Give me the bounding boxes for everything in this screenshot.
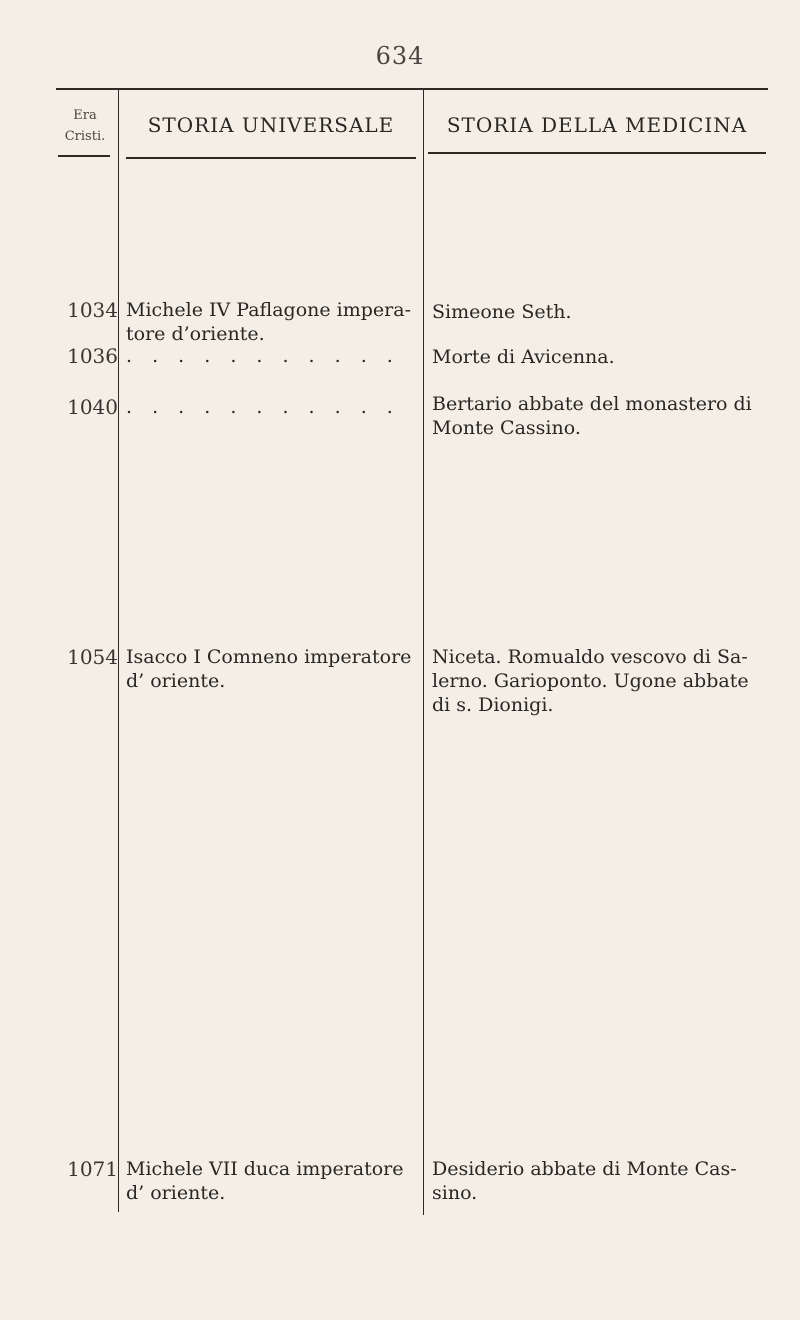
medicine-entry: Desiderio abbate di Monte Cas-sino. [432,1158,737,1204]
universal-entry: Isacco I Comneno imperatore d’ oriente. [126,646,412,692]
medicine-entry: Morte di Avicenna. [432,346,615,368]
column-divider-left [118,90,119,1212]
year-label: 1036 [67,344,118,368]
universal-entry-dots: . . . . . . . . . . . [126,396,400,418]
universal-entry: Michele VII duca imperatore d’ oriente. [126,1158,404,1204]
medicine-entry: Simeone Seth. [432,301,572,323]
top-rule [56,88,768,90]
medicine-entry: Niceta. Romualdo vescovo di Sa-lerno. Garioponto. Ugone abbate di s. Dionigi. [432,646,749,716]
medicine-history-header: STORIA DELLA MEDICINA [446,113,748,137]
era-header-line2: Cristi. [64,129,106,144]
era-header-line1: Era [73,108,97,123]
universal-entry-dots: . . . . . . . . . . . [126,345,400,367]
header-rule-medicine [428,152,766,154]
column-divider-right [423,90,424,1215]
year-label: 1071 [67,1157,118,1181]
medicine-entry: Bertario abbate del monastero di Monte Cassino. [432,393,752,439]
year-label: 1040 [67,395,118,419]
year-label: 1034 [67,298,118,322]
header-rule-universal [126,157,416,159]
header-rule-era [58,155,110,157]
year-label: 1054 [67,645,118,669]
universal-history-header: STORIA UNIVERSALE [147,113,395,137]
universal-entry: Michele IV Paflagone impera-tore d’oriente. [126,299,411,345]
page-number: 634 [375,42,425,70]
